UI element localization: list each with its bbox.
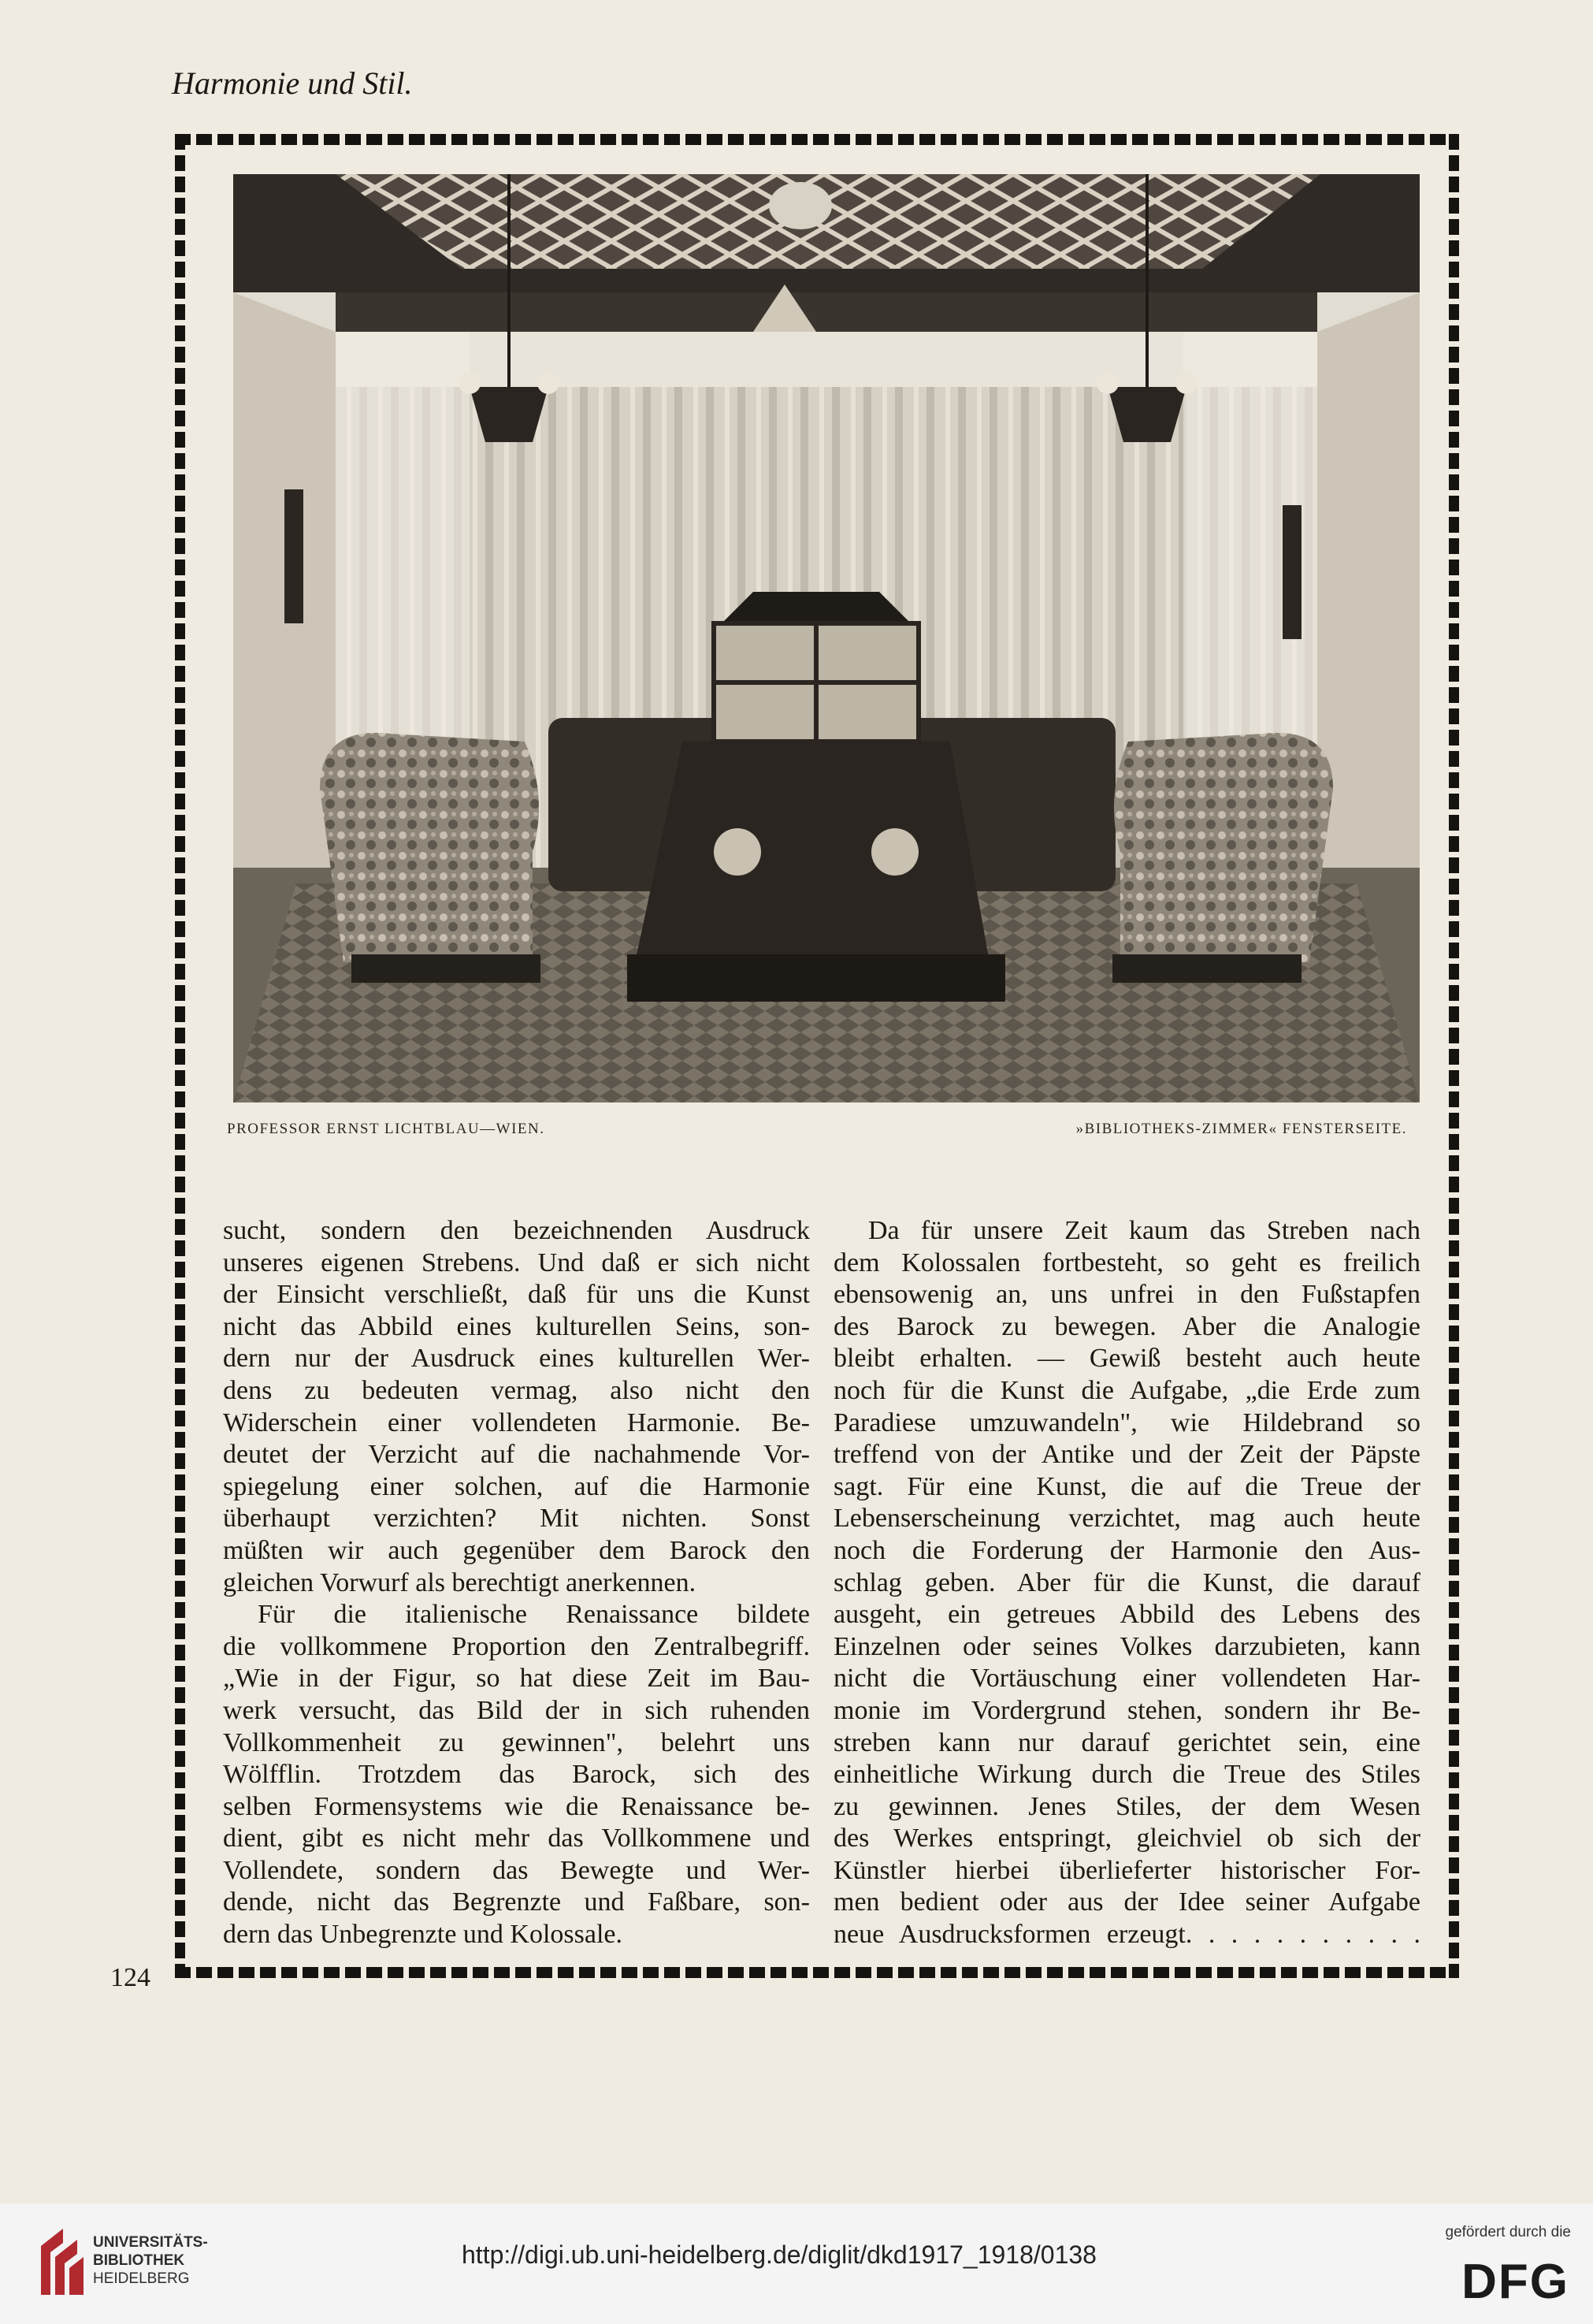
library-name-line3: HEIDELBERG (93, 2270, 190, 2287)
border-right (1449, 134, 1459, 1978)
text-line: monie im Vordergrund stehen, sondern ihr Be- (834, 1695, 1420, 1725)
library-name (93, 2233, 208, 2288)
text-line: treffend von der Antike und der Zeit der Päpste (834, 1440, 1420, 1470)
text-line: Wölfflin. Trotzdem das Barock, sich des (223, 1760, 810, 1790)
text-line: die vollkommene Proportion den Zentralbegriff. (223, 1631, 810, 1661)
text-line: noch die Forderung der Harmonie den Aus- (834, 1535, 1420, 1565)
text-line: Lebenserscheinung verzichtet, mag auch heute (834, 1504, 1420, 1534)
text-line: dern nur der Ausdruck eines kulturellen Wer- (223, 1344, 810, 1374)
text-line: noch für die Kunst die Aufgabe, „die Erde zum (834, 1375, 1420, 1405)
text-line: Da für unsere Zeit kaum das Streben nach (868, 1216, 1420, 1245)
border-top (175, 134, 1459, 145)
text-line: bleibt erhalten. — Gewiß besteht auch heute (834, 1344, 1420, 1374)
text-line: dens zu bedeuten vermag, also nicht den (223, 1375, 810, 1405)
permalink-url[interactable]: http://digi.ub.uni-heidelberg.de/diglit/dkd1917_1918/0138 (462, 2240, 1097, 2269)
text-line: Vollkommenheit zu gewinnen", belehrt uns (223, 1727, 810, 1757)
border-bottom (175, 1967, 1459, 1978)
text-line: überhaupt verzichten? Mit nichten. Sonst (223, 1504, 810, 1534)
running-head: Harmonie und Stil. (172, 65, 413, 101)
text-line: dende, nicht das Begrenzte und Faßbare, son- (223, 1887, 810, 1917)
text-line: Paradiese umzuwandeln", wie Hildebrand so (834, 1407, 1420, 1437)
text-line: Künstler hierbei überlieferter historischer For- (834, 1855, 1420, 1885)
library-logo-icon[interactable] (35, 2222, 87, 2301)
text-line: dient, gibt es nicht mehr das Vollkommene und (223, 1824, 810, 1854)
library-name-line1: UNIVERSITÄTS- (93, 2234, 208, 2251)
border-left (175, 134, 185, 1978)
dfg-logo[interactable]: DFG (1461, 2255, 1569, 2309)
text-line: deutet der Verzicht auf die nachahmende Vor- (223, 1440, 810, 1470)
library-name-line2: BIBLIOTHEK (93, 2252, 185, 2269)
text-line: Einzelnen oder seines Volkes darzubieten, kann (834, 1631, 1420, 1661)
text-column-right (834, 1215, 1420, 1951)
text-line: ausgeht, ein getreues Abbild des Lebens des (834, 1600, 1420, 1630)
text-line: des Werkes entspringt, gleichviel ob sich der (834, 1824, 1420, 1854)
text-line: ebensowenig an, uns unfrei in den Fußstapfen (834, 1280, 1420, 1310)
text-line: dem Kolossalen fortbesteht, so geht es freilich (834, 1248, 1420, 1277)
room-photograph (233, 174, 1420, 1103)
text-line: der Einsicht verschließt, daß für uns die Kunst (223, 1280, 810, 1310)
text-line: schlag geben. Aber für die Kunst, die darauf (834, 1567, 1420, 1597)
text-column-left (223, 1215, 810, 1951)
text-line: Vollendete, sondern das Bewegte und Wer- (223, 1855, 810, 1885)
text-line: zu gewinnen. Jenes Stiles, der dem Wesen (834, 1791, 1420, 1821)
funded-by-label: gefördert durch die (1445, 2224, 1571, 2240)
text-line: einheitliche Wirkung durch die Treue des Stiles (834, 1760, 1420, 1790)
caption-left: PROFESSOR ERNST LICHTBLAU—WIEN. (227, 1121, 545, 1137)
text-line: spiegelung einer solchen, auf die Harmonie (223, 1471, 810, 1501)
text-line: dern das Unbegrenzte und Kolossale. (223, 1920, 623, 1950)
text-line: werk versucht, das Bild der in sich ruhenden (223, 1695, 810, 1725)
text-line: nicht die Vortäuschung einer vollendeten Har- (834, 1664, 1420, 1694)
text-line: sagt. Für eine Kunst, die auf die Treue der (834, 1471, 1420, 1501)
text-line: streben kann nur darauf gerichtet sein, eine (834, 1727, 1420, 1757)
page-number: 124 (110, 1963, 150, 1992)
text-line: selben Formensystems wie die Renaissance be- (223, 1791, 810, 1821)
text-line: neue Ausdrucksformen erzeugt. . . . . . . . . . . (834, 1920, 1420, 1950)
room-photograph-drawing (233, 174, 1420, 1103)
text-line: sucht, sondern den bezeichnenden Ausdruck (223, 1216, 810, 1245)
caption-right: »BIBLIOTHEKS-ZIMMER« FENSTERSEITE. (1075, 1121, 1407, 1137)
text-line: Widerschein einer vollendeten Harmonie. Be- (223, 1407, 810, 1437)
text-line: des Barock zu bewegen. Aber die Analogie (834, 1311, 1420, 1341)
text-line: nicht das Abbild eines kulturellen Seins, son- (223, 1311, 810, 1341)
text-line: „Wie in der Figur, so hat diese Zeit im Bau- (223, 1664, 810, 1694)
text-line: müßten wir auch gegenüber dem Barock den (223, 1535, 810, 1565)
text-line: men bedient oder aus der Idee seiner Aufgabe (834, 1887, 1420, 1917)
text-line: gleichen Vorwurf als berechtigt anerkennen. (223, 1567, 696, 1597)
text-line: Für die italienische Renaissance bildete (258, 1600, 810, 1630)
text-line: unseres eigenen Strebens. Und daß er sich nicht (223, 1248, 810, 1277)
